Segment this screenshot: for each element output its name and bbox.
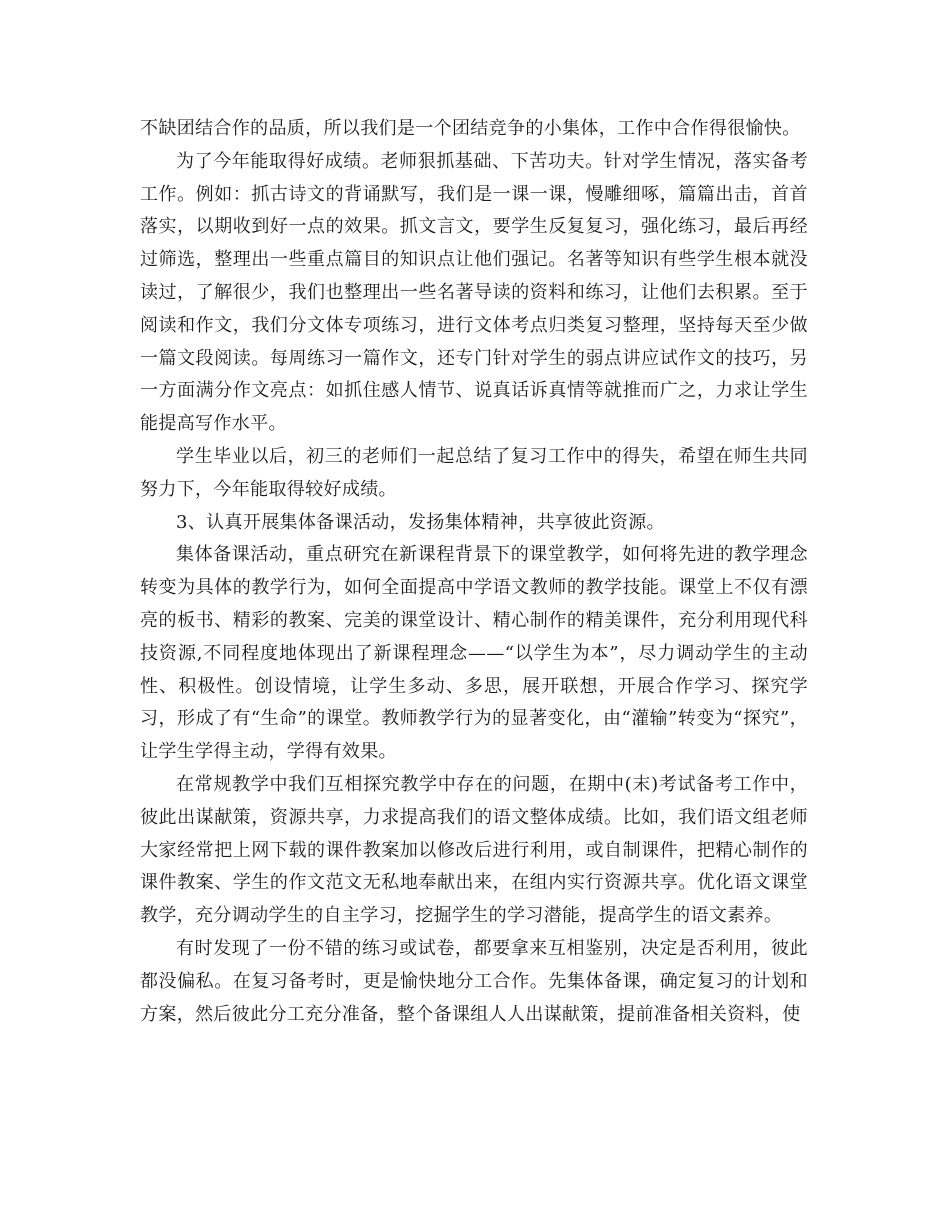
paragraph-7: 有时发现了一份不错的练习或试卷，都要拿来互相鉴别，决定是否利用，彼此都没偏私。在复习备考时，更是愉快地分工合作。先集体备课，确定复习的计划和方案，然后彼此分工充分准备，整个备课组人人出谋献策，提前准备相关资料，使 xyxy=(140,937,808,1025)
paragraph-1: 不缺团结合作的品质，所以我们是一个团结竞争的小集体，工作中合作得很愉快。 xyxy=(140,118,801,139)
paragraph-5: 集体备课活动，重点研究在新课程背景下的课堂教学，如何将先进的教学理念转变为具体的教学行为，如何全面提高中学语文教师的教学技能。课堂上不仅有漂亮的板书、精彩的教案、完美的课堂设计、精心制作的精美课件，充分利用现代科技资源,不同程度地体现出了新课程理念——“以学生为本”，尽力调动学生的主动性、积极性。创设情境，让学生多动、多思，展开联想，开展合作学习、探究学习，形成了有“生命”的课堂。教师教学行为的显著变化，由“灌输”转变为“探究”，让学生学得主动，学得有效果。 xyxy=(140,544,808,763)
document-body xyxy=(140,113,808,1031)
paragraph-6: 在常规教学中我们互相探究教学中存在的问题，在期中(末)考试备考工作中，彼此出谋献策，资源共享，力求提高我们的语文整体成绩。比如，我们语文组老师大家经常把上网下载的课件教案加以修改后进行利用，或自制课件，把精心制作的课件教案、学生的作文范文无私地奉献出来，在组内实行资源共享。优化语文课堂教学，充分调动学生的自主学习，挖掘学生的学习潜能，提高学生的语文素养。 xyxy=(140,773,808,927)
paragraph-3: 学生毕业以后，初三的老师们一起总结了复习工作中的得失，希望在师生共同努力下，今年能取得较好成绩。 xyxy=(140,445,808,500)
paragraph-2: 为了今年能取得好成绩。老师狠抓基础、下苦功夫。针对学生情况，落实备考工作。例如：抓古诗文的背诵默写，我们是一课一课，慢雕细啄，篇篇出击，首首落实，以期收到好一点的效果。抓文言文，要学生反复复习，强化练习，最后再经过筛选，整理出一些重点篇目的知识点让他们强记。名著等知识有些学生根本就没读过，了解很少，我们也整理出一些名著导读的资料和练习，让他们去积累。至于阅读和作文，我们分文体专项练习，进行文体考点归类复习整理，坚持每天至少做一篇文段阅读。每周练习一篇作文，还专门针对学生的弱点讲应试作文的技巧，另一方面满分作文亮点：如抓住感人情节、说真话诉真情等就推而广之，力求让学生能提高写作水平。 xyxy=(140,150,808,435)
paragraph-4: 3、认真开展集体备课活动，发扬集体精神，共享彼此资源。 xyxy=(176,511,665,533)
